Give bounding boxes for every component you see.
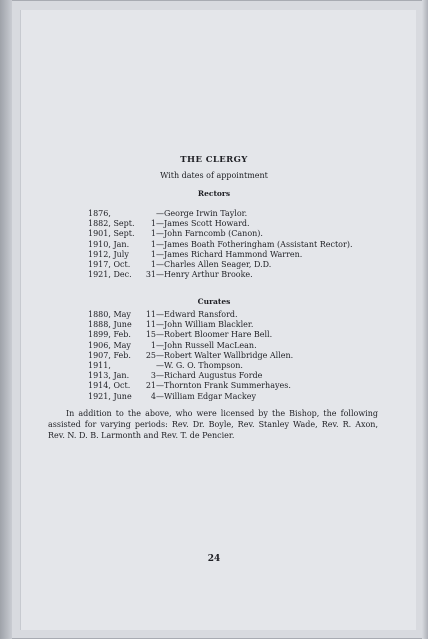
page-edge	[422, 0, 428, 639]
entry-day: 31	[145, 270, 156, 280]
book-binding	[0, 0, 12, 639]
entry-date: 1911,	[88, 360, 111, 370]
clergy-title: THE CLERGY	[180, 155, 248, 165]
rector-entry	[88, 260, 352, 270]
rector-entry	[88, 209, 352, 219]
entry-name: —Charles Allen Seager, D.D.	[156, 259, 272, 269]
entry-day	[144, 361, 156, 371]
curate-entry	[88, 330, 293, 340]
curate-entry	[88, 371, 293, 381]
entry-date: 1888, June	[88, 320, 132, 330]
additional-clergy-note	[48, 408, 378, 441]
curates-list	[88, 310, 293, 402]
entry-date: 1921, Dec.	[88, 270, 132, 280]
entry-name: —James Scott Howard.	[156, 219, 250, 229]
entry-day: 3	[150, 371, 156, 381]
entry-date: 1913, Jan.	[88, 371, 130, 381]
entry-name: —William Edgar Mackey	[156, 391, 256, 401]
entry-date: 1921, June	[88, 391, 132, 401]
entry-name: —Robert Walter Wallbridge Allen.	[156, 350, 294, 360]
entry-day: 25	[145, 350, 156, 360]
entry-day	[144, 209, 156, 219]
entry-date: 1906, May	[88, 340, 131, 350]
entry-day: 21	[145, 381, 156, 391]
entry-name: —John Russell MacLean.	[156, 340, 257, 350]
entry-day: 1	[150, 340, 156, 350]
entry-date: 1917, Oct.	[88, 259, 131, 269]
entry-name: —Thornton Frank Summerhayes.	[156, 381, 291, 391]
entry-date: 1910, Jan.	[88, 239, 130, 249]
entry-day: 1	[150, 219, 156, 229]
entry-name: —Richard Augustus Forde	[156, 371, 263, 381]
entry-name: —George Irwin Taylor.	[156, 209, 248, 218]
curates-heading: Curates	[197, 297, 231, 306]
entry-name: —W. G. O. Thompson.	[156, 360, 243, 370]
entry-name: —Henry Arthur Brooke.	[156, 270, 253, 280]
entry-name: —James Richard Hammond Warren.	[156, 249, 303, 259]
rector-entry	[88, 219, 352, 229]
entry-day: 1	[150, 249, 156, 259]
entry-name: —Edward Ransford.	[156, 310, 238, 319]
entry-name: —John Farncomb (Canon).	[156, 229, 263, 239]
curate-entry	[88, 361, 293, 371]
entry-day: 4	[150, 391, 156, 401]
entry-day: 1	[150, 259, 156, 269]
curate-entry	[88, 320, 293, 330]
page-number: 24	[207, 554, 221, 564]
entry-name: —James Boath Fotheringham (Assistant Rector).	[156, 239, 353, 249]
entry-day: 11	[145, 310, 156, 319]
entry-date: 1907, Feb.	[88, 350, 131, 360]
curate-entry	[88, 351, 293, 361]
curate-entry	[88, 381, 293, 391]
rector-entry	[88, 240, 352, 250]
entry-date: 1912, July	[88, 249, 129, 259]
rector-entry	[88, 250, 352, 260]
entry-date: 1901, Sept.	[88, 229, 135, 239]
entry-day: 1	[150, 239, 156, 249]
entry-day: 15	[145, 330, 156, 340]
entry-date: 1899, Feb.	[88, 330, 131, 340]
entry-name: —John William Blackler.	[156, 320, 254, 330]
curate-entry	[88, 310, 293, 320]
entry-day: 1	[150, 229, 156, 239]
note-text: In addition to the above, who were licensed by the Bishop, the following assisted for varying periods: Rev. Dr. Boyle, Rev. Stanley Wade, Rev. R. Axon, Rev. N. D. B. Larmonth and Rev. T. de Pencier.	[48, 409, 378, 440]
entry-date: 1876,	[88, 209, 111, 218]
entry-date: 1880, May	[88, 310, 131, 319]
entry-name: —Robert Bloomer Hare Bell.	[156, 330, 273, 340]
rector-entry	[88, 270, 352, 280]
entry-date: 1882, Sept.	[88, 219, 135, 229]
clergy-subtitle: With dates of appointment	[160, 171, 268, 180]
curate-entry	[88, 341, 293, 351]
entry-day: 11	[145, 320, 156, 330]
entry-date: 1914, Oct.	[88, 381, 131, 391]
rector-entry	[88, 229, 352, 239]
curate-entry	[88, 392, 293, 402]
rectors-list	[88, 209, 352, 280]
rectors-heading: Rectors	[197, 189, 231, 198]
